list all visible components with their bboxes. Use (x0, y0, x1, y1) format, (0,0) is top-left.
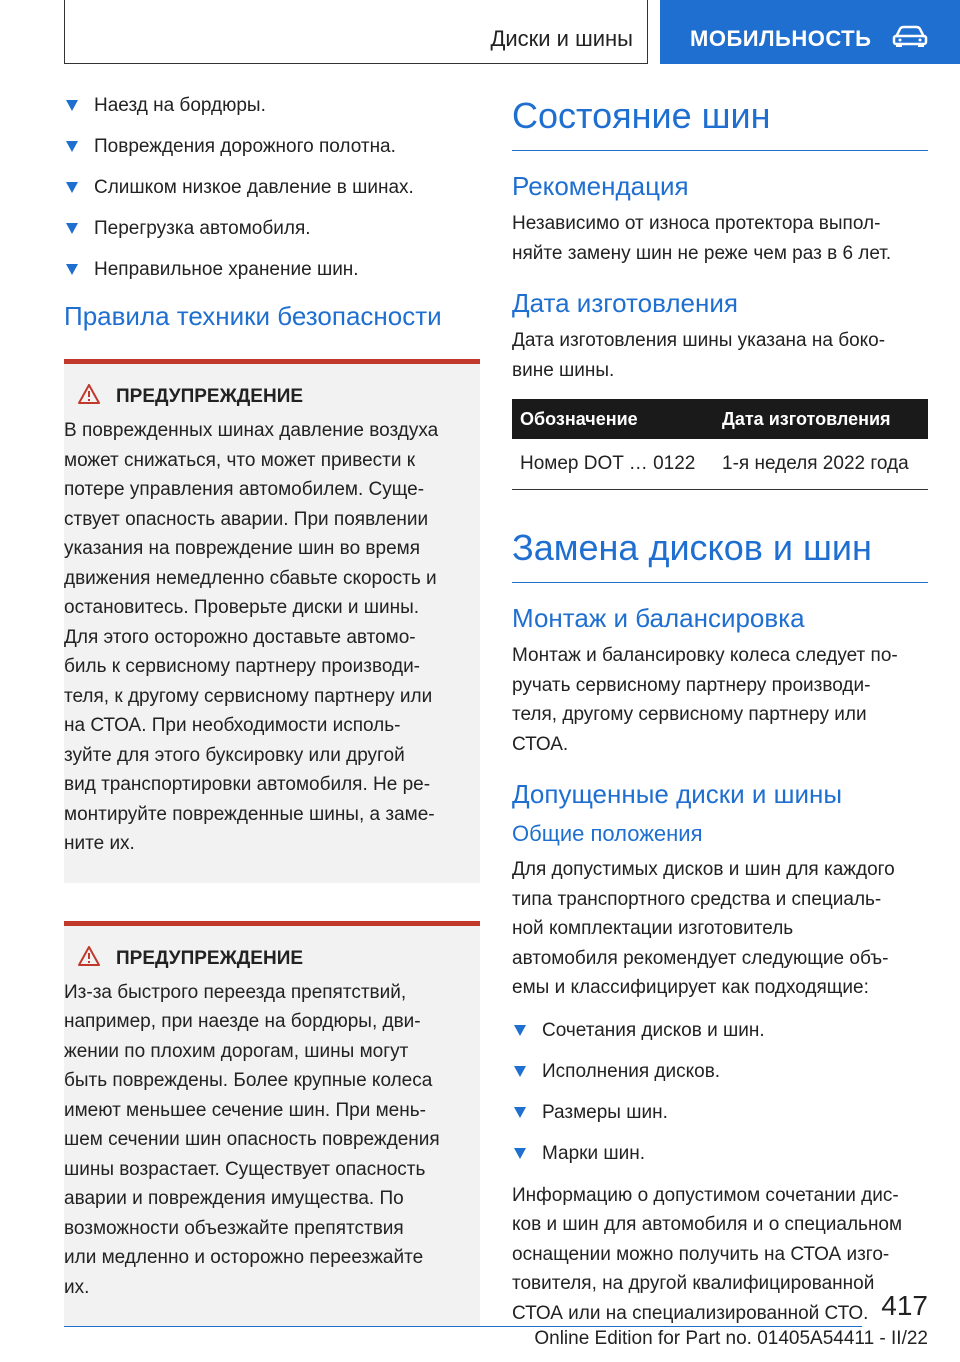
left-column (64, 92, 480, 1326)
general-heading: Общие положения (512, 821, 703, 846)
mounting-text: Монтаж и балансировку колеса следует по- ручать сервисному партнеру производи- теля, другому сервисному партнеру или СТОА. (512, 645, 898, 755)
list-item: Сочетания дисков и шин. (512, 1017, 928, 1044)
causes-list (64, 92, 480, 283)
right-column (512, 92, 928, 1328)
replacement-heading: Замена дисков и шин (512, 524, 928, 583)
edition-note: Online Edition for Part no. 01405A54411 - II/22 (534, 1328, 928, 1349)
warning-text: В поврежденных шинах давление воздуха может снижаться, что может привести к потере управления автомобилем. Суще- ствует опасность аварии. При появлении указания на повреждение шин во время движения немедленно сбавьте скорость и остановитесь. Проверьте диски и шины. Для этого осторожно доставьте автомо- биль к сервисному партнеру производи- теля, к другому сервисному партнеру или на СТОА. При необходимости исполь- зуйте для этого буксировку или другой вид транспортировки автомобиля. Не ре- монтируйте поврежденные шины, а заме- ните их. (64, 420, 439, 854)
header-chapter-title: МОБИЛЬНОСТЬ (690, 26, 872, 51)
warning-title: ПРЕДУПРЕЖДЕНИЕ (64, 384, 472, 410)
triangle-bullet-icon (66, 141, 78, 152)
header-section-title: Диски и шины (490, 26, 633, 51)
triangle-bullet-icon (514, 1107, 526, 1118)
triangle-bullet-icon (66, 182, 78, 193)
list-item: Повреждения дорожного полотна. (64, 133, 480, 160)
approval-list (512, 1017, 928, 1167)
manufacture-date-text: Дата изготовления шины указана на боко- вине шины. (512, 330, 886, 381)
list-item: Неправильное хранение шин. (64, 256, 480, 283)
general-text: Для допустимых дисков и шин для каждого типа транспортного средства и специаль- ной комплектации изготовитель автомобиля рекомендует следующие объ- емы и классифицирует как подходящие: (512, 859, 895, 998)
list-item: Размеры шин. (512, 1099, 928, 1126)
footer-divider (64, 1326, 862, 1327)
list-item: Марки шин. (512, 1140, 928, 1167)
list-item: Наезд на бордюры. (64, 92, 480, 119)
list-item: Перегрузка автомобиля. (64, 215, 480, 242)
recommendation-heading: Рекомендация (512, 171, 689, 201)
approved-heading: Допущенные диски и шины (512, 779, 843, 809)
info-text: Информацию о допустимом сочетании дис- ков и шин для автомобиля и о специальном оснащении можно получить на СТОА изго- товителя, на другой квалифицированной СТОА или на специализированной СТО. (512, 1184, 903, 1324)
table-header: Обозначение (512, 399, 714, 439)
dot-table (512, 399, 928, 490)
warning-triangle-icon (78, 946, 100, 972)
warning-text: Из-за быстрого переезда препятствий, например, при наезде на бордюры, дви- жении по плохим дорогам, шины могут быть повреждены. Более крупные колеса имеют меньшее сечение шин. При мень- шем сечении шин опасность повреждения шины возрастает. Существует опасность аварии и повреждения имущества. По возможности объезжайте препятствия или медленно и осторожно переезжайте их. (64, 981, 440, 1298)
page-number: 417 (881, 1290, 928, 1321)
manufacture-date-heading: Дата изготовления (512, 288, 738, 318)
recommendation-text: Независимо от износа протектора выпол- няйте замену шин не реже чем раз в 6 лет. (512, 213, 892, 264)
triangle-bullet-icon (66, 100, 78, 111)
warning-title: ПРЕДУПРЕЖДЕНИЕ (64, 946, 472, 972)
safety-heading: Правила техники безопасности (64, 301, 442, 331)
triangle-bullet-icon (66, 264, 78, 275)
header-section-box (64, 0, 648, 64)
list-item: Слишком низкое давление в шинах. (64, 174, 480, 201)
warning-box (64, 359, 480, 883)
mounting-heading: Монтаж и балансировка (512, 603, 805, 633)
table-row (512, 439, 928, 490)
tire-condition-heading: Состояние шин (512, 92, 928, 151)
warning-triangle-icon (78, 384, 100, 410)
table-cell: 1-я неделя 2022 года (714, 439, 928, 490)
warning-box (64, 921, 480, 1327)
triangle-bullet-icon (66, 223, 78, 234)
triangle-bullet-icon (514, 1066, 526, 1077)
list-item: Исполнения дисков. (512, 1058, 928, 1085)
triangle-bullet-icon (514, 1025, 526, 1036)
table-cell: Номер DOT … 0122 (512, 439, 714, 490)
header-chapter-tab (660, 0, 960, 64)
car-icon (892, 24, 928, 53)
triangle-bullet-icon (514, 1148, 526, 1159)
table-header: Дата изготовления (714, 399, 928, 439)
